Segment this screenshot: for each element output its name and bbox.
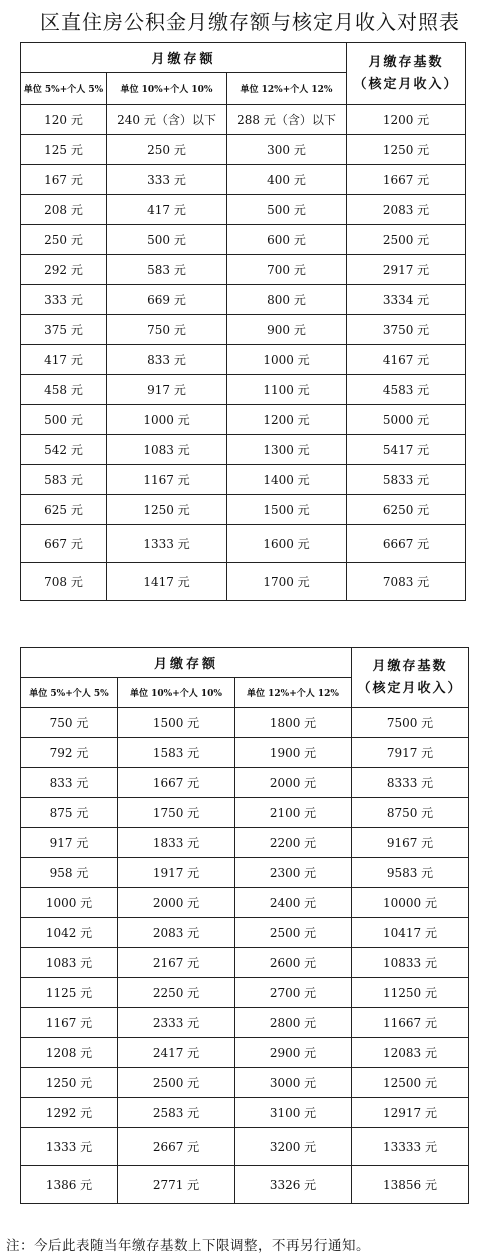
table-cell: 2500 元 [235, 918, 352, 948]
table-cell: 7083 元 [347, 563, 466, 601]
table-row [21, 435, 466, 465]
table-cell: 1917 元 [118, 858, 235, 888]
table-cell: 2700 元 [235, 978, 352, 1008]
table-cell: 669 元 [107, 285, 227, 315]
table-cell: 792 元 [21, 738, 118, 768]
table-cell: 1000 元 [227, 345, 347, 375]
table-cell: 2400 元 [235, 888, 352, 918]
table-cell: 9167 元 [352, 828, 469, 858]
table-cell: 8750 元 [352, 798, 469, 828]
table-row [21, 798, 469, 828]
table-cell: 1250 元 [21, 1068, 118, 1098]
table-row [21, 1128, 469, 1166]
table-cell: 2300 元 [235, 858, 352, 888]
table-cell: 13333 元 [352, 1128, 469, 1166]
table-row [21, 105, 466, 135]
contribution-table-2 [20, 647, 469, 1204]
table-cell: 5000 元 [347, 405, 466, 435]
table-row [21, 738, 469, 768]
table-cell: 2333 元 [118, 1008, 235, 1038]
table-cell: 1833 元 [118, 828, 235, 858]
table-cell: 400 元 [227, 165, 347, 195]
table-cell: 2083 元 [347, 195, 466, 225]
table-cell: 240 元（含）以下 [107, 105, 227, 135]
table-cell: 5417 元 [347, 435, 466, 465]
table-cell: 2100 元 [235, 798, 352, 828]
table-cell: 2200 元 [235, 828, 352, 858]
table-cell: 1600 元 [227, 525, 347, 563]
header-base-line2: （核定月收入） [357, 680, 463, 696]
table-cell: 2000 元 [118, 888, 235, 918]
table-cell: 500 元 [227, 195, 347, 225]
table-cell: 9583 元 [352, 858, 469, 888]
header-col-12pct: 单位 12%+个人 12% [227, 73, 347, 105]
table-cell: 300 元 [227, 135, 347, 165]
table-row [21, 918, 469, 948]
table-cell: 1300 元 [227, 435, 347, 465]
table-cell: 1667 元 [347, 165, 466, 195]
table-cell: 120 元 [21, 105, 107, 135]
table-cell: 2771 元 [118, 1166, 235, 1204]
table-row [21, 225, 466, 255]
table-row [21, 948, 469, 978]
table-cell: 417 元 [107, 195, 227, 225]
table-cell: 2667 元 [118, 1128, 235, 1166]
table-cell: 667 元 [21, 525, 107, 563]
header-base-line2: （核定月收入） [353, 76, 459, 92]
table-row [21, 195, 466, 225]
table-cell: 500 元 [21, 405, 107, 435]
table-cell: 1000 元 [21, 888, 118, 918]
table-row [21, 858, 469, 888]
table-cell: 208 元 [21, 195, 107, 225]
table-cell: 2800 元 [235, 1008, 352, 1038]
table-row [21, 978, 469, 1008]
table-cell: 3334 元 [347, 285, 466, 315]
page-title: 区直住房公积金月缴存额与核定月收入对照表 [40, 10, 460, 34]
table-row [21, 708, 469, 738]
table-cell: 3326 元 [235, 1166, 352, 1204]
table-cell: 1100 元 [227, 375, 347, 405]
table-cell: 1167 元 [21, 1008, 118, 1038]
table-cell: 2583 元 [118, 1098, 235, 1128]
table-cell: 958 元 [21, 858, 118, 888]
table-cell: 833 元 [21, 768, 118, 798]
table-cell: 1250 元 [347, 135, 466, 165]
table-cell: 10833 元 [352, 948, 469, 978]
table-cell: 750 元 [107, 315, 227, 345]
table-cell: 583 元 [107, 255, 227, 285]
table-row [21, 495, 466, 525]
table-cell: 917 元 [107, 375, 227, 405]
table-cell: 292 元 [21, 255, 107, 285]
table-cell: 2167 元 [118, 948, 235, 978]
table-cell: 4167 元 [347, 345, 466, 375]
table-cell: 2250 元 [118, 978, 235, 1008]
table-row [21, 345, 466, 375]
table-row [21, 768, 469, 798]
table-cell: 10000 元 [352, 888, 469, 918]
table-cell: 1417 元 [107, 563, 227, 601]
table-row [21, 315, 466, 345]
table-cell: 8333 元 [352, 768, 469, 798]
table-cell: 167 元 [21, 165, 107, 195]
table-row [21, 255, 466, 285]
header-monthly-contribution: 月缴存额 [21, 43, 347, 73]
table-cell: 583 元 [21, 465, 107, 495]
table-row [21, 1038, 469, 1068]
table-cell: 1750 元 [118, 798, 235, 828]
table-cell: 3100 元 [235, 1098, 352, 1128]
table-cell: 10417 元 [352, 918, 469, 948]
table-row [21, 405, 466, 435]
table-cell: 375 元 [21, 315, 107, 345]
table-cell: 1900 元 [235, 738, 352, 768]
header-col-5pct: 单位 5%+个人 5% [21, 678, 118, 708]
table-row [21, 563, 466, 601]
table-cell: 125 元 [21, 135, 107, 165]
table-row [21, 285, 466, 315]
table-cell: 1500 元 [118, 708, 235, 738]
table-cell: 1200 元 [227, 405, 347, 435]
table-row [21, 135, 466, 165]
table-row [21, 1068, 469, 1098]
contribution-table-1 [20, 42, 466, 601]
table-cell: 2917 元 [347, 255, 466, 285]
table-cell: 12917 元 [352, 1098, 469, 1128]
table-cell: 833 元 [107, 345, 227, 375]
table-cell: 12500 元 [352, 1068, 469, 1098]
table-row [21, 1098, 469, 1128]
table-cell: 5833 元 [347, 465, 466, 495]
footnote: 注：今后此表随当年缴存基数上下限调整，不再另行通知。 [6, 1238, 370, 1254]
table-cell: 1386 元 [21, 1166, 118, 1204]
table-cell: 458 元 [21, 375, 107, 405]
table-cell: 1500 元 [227, 495, 347, 525]
table-cell: 2500 元 [347, 225, 466, 255]
table-row [21, 888, 469, 918]
header-col-12pct: 单位 12%+个人 12% [235, 678, 352, 708]
table-cell: 2500 元 [118, 1068, 235, 1098]
table-cell: 1125 元 [21, 978, 118, 1008]
table-cell: 917 元 [21, 828, 118, 858]
table-cell: 1800 元 [235, 708, 352, 738]
header-contribution-base [352, 648, 469, 708]
table-cell: 12083 元 [352, 1038, 469, 1068]
table-cell: 1000 元 [107, 405, 227, 435]
table-cell: 7500 元 [352, 708, 469, 738]
table-cell: 2900 元 [235, 1038, 352, 1068]
table-cell: 1200 元 [347, 105, 466, 135]
table-cell: 250 元 [107, 135, 227, 165]
table-row [21, 1008, 469, 1038]
table-cell: 7917 元 [352, 738, 469, 768]
table-cell: 2000 元 [235, 768, 352, 798]
table-cell: 1333 元 [107, 525, 227, 563]
table-cell: 1400 元 [227, 465, 347, 495]
header-base-line1: 月缴存基数 [368, 54, 444, 70]
table-cell: 1042 元 [21, 918, 118, 948]
table-cell: 2083 元 [118, 918, 235, 948]
table-cell: 1083 元 [107, 435, 227, 465]
table-cell: 600 元 [227, 225, 347, 255]
table-cell: 3000 元 [235, 1068, 352, 1098]
table-cell: 417 元 [21, 345, 107, 375]
table-cell: 1250 元 [107, 495, 227, 525]
table-cell: 875 元 [21, 798, 118, 828]
table-cell: 3750 元 [347, 315, 466, 345]
table-row [21, 828, 469, 858]
table-cell: 13856 元 [352, 1166, 469, 1204]
table-row [21, 165, 466, 195]
table-cell: 1667 元 [118, 768, 235, 798]
table-cell: 1333 元 [21, 1128, 118, 1166]
table-row [21, 465, 466, 495]
table-cell: 1208 元 [21, 1038, 118, 1068]
table-cell: 750 元 [21, 708, 118, 738]
header-col-5pct: 单位 5%+个人 5% [21, 73, 107, 105]
table-cell: 6250 元 [347, 495, 466, 525]
table-cell: 4583 元 [347, 375, 466, 405]
table-cell: 900 元 [227, 315, 347, 345]
table-cell: 3200 元 [235, 1128, 352, 1166]
header-col-10pct: 单位 10%+个人 10% [118, 678, 235, 708]
table-cell: 6667 元 [347, 525, 466, 563]
header-col-10pct: 单位 10%+个人 10% [107, 73, 227, 105]
table-cell: 542 元 [21, 435, 107, 465]
table-cell: 708 元 [21, 563, 107, 601]
table-cell: 1700 元 [227, 563, 347, 601]
header-monthly-contribution: 月缴存额 [21, 648, 352, 678]
table-cell: 2600 元 [235, 948, 352, 978]
table-cell: 250 元 [21, 225, 107, 255]
table-cell: 2417 元 [118, 1038, 235, 1068]
header-contribution-base [347, 43, 466, 105]
table-cell: 1083 元 [21, 948, 118, 978]
table-cell: 1292 元 [21, 1098, 118, 1128]
table-cell: 1167 元 [107, 465, 227, 495]
table-cell: 800 元 [227, 285, 347, 315]
table-cell: 500 元 [107, 225, 227, 255]
table-cell: 333 元 [107, 165, 227, 195]
table-cell: 625 元 [21, 495, 107, 525]
table-cell: 288 元（含）以下 [227, 105, 347, 135]
table-cell: 11250 元 [352, 978, 469, 1008]
header-base-line1: 月缴存基数 [372, 658, 448, 674]
table-cell: 333 元 [21, 285, 107, 315]
table-row [21, 375, 466, 405]
table-row [21, 1166, 469, 1204]
table-row [21, 525, 466, 563]
table-cell: 700 元 [227, 255, 347, 285]
table-cell: 1583 元 [118, 738, 235, 768]
table-cell: 11667 元 [352, 1008, 469, 1038]
